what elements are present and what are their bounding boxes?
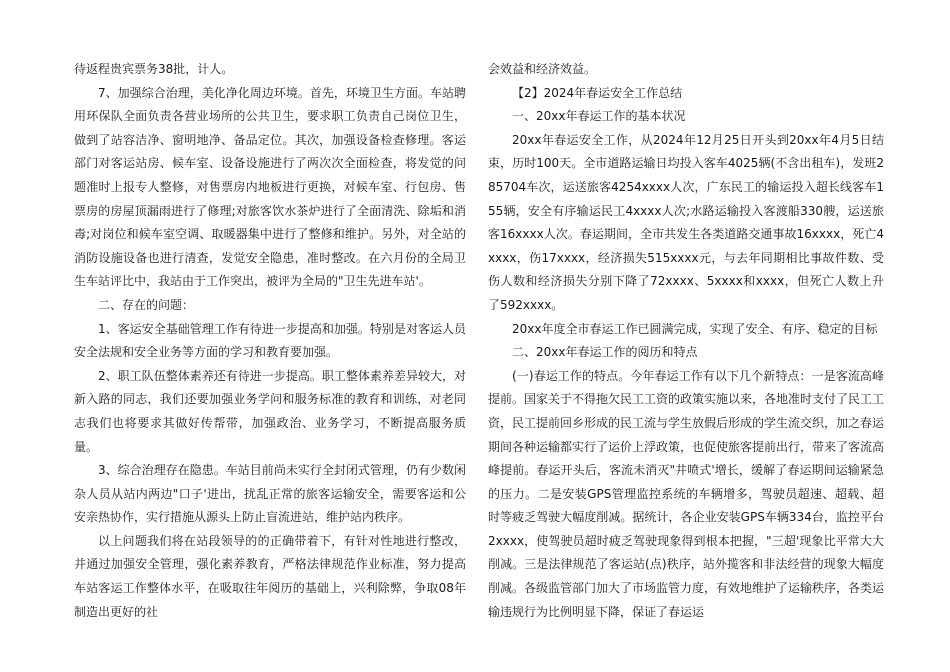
paragraph: 7、加强综合治理，美化净化周边环境。首先，环境卫生方面。车站聘用环保队全面负责各营业场所的公共卫生，要求职工负责自己岗位卫生，做到了站容洁净、窗明地净、备品定位。其次，加强设备检查修理。客运部门对客运站房、候车室、设备设施进行了两次次全面检查，将发觉的问题准时上报专人整修，对售票房内地板进行更换，对候车室、行包房、售票房的房屋顶漏雨进行了修理;对旅客饮水茶炉进行了全面清洗、除垢和消毒;对岗位和候车室空调、取暖器集中进行了整修和维护。另外，对全站的消防设施设备也进行清查，发觉安全隐患，准时整改。在六月份的全局卫生车站评比中，我站由于工作突出，被评为全局的"卫生先进车站'。	[74, 85, 466, 289]
paragraph: 20xx年度全市春运工作已圆满完成，实现了安全、有序、稳定的目标	[512, 321, 878, 336]
paragraph: 以上问题我们将在站段领导的的正确带着下，有针对性地进行整改，并通过加强安全管理，强化素养教育，严格法律规范作业标准，努力提高车站客运工作整体水平，在吸取往年阅历的基础上，兴利除弊，争取08年制造出更好的社	[74, 533, 466, 619]
left-column	[74, 58, 466, 624]
right-column	[488, 58, 884, 624]
paragraph: 20xx年春运安全工作，从2024年12月25日开头到20xx年4月5日结束，历时100天。全市道路运输日均投入客车4025辆(不含出租车)，发班285704车次，运送旅客4254xxxx人次，广东民工的输运投入超长线客车155辆，安全有序输运民工4xxxx人次;水路运输投入客渡船330艘，运送旅客16xxxx人次。春运期间，全市共发生各类道路交通事故16xxxx，死亡4xxxx，伤17xxxx，经济损失515xxxx元，与去年同期相比事故件数、受伤人数和经济损失分别下降了72xxxx、5xxxx和xxxx，但死亡人数上升了592xxxx。	[488, 132, 884, 312]
paragraph: 3、综合治理存在隐患。车站目前尚未实行全封闭式管理，仍有少数闲杂人员从站内两边"口子'进出，扰乱正常的旅客运输安全，需要客运和公安亲热协作，实行措施从源头上防止盲流进站，维护站内秩序。	[74, 463, 466, 525]
section-heading: 一、20xx年春运工作的基本状况	[512, 109, 686, 124]
article-title: 【2】2024年春运安全工作总结	[512, 85, 683, 100]
section-heading: 二、20xx年春运工作的阅历和特点	[512, 345, 698, 360]
paragraph: 会效益和经济效益。	[488, 62, 597, 76]
paragraph: 1、客运安全基础管理工作有待进一步提高和加强。特别是对客运人员安全法规和安全业务等方面的学习和教育要加强。	[74, 321, 466, 360]
paragraph: (一)春运工作的特点。今年春运工作有以下几个新特点：一是客流高峰提前。国家关于不得拖欠民工工资的政策实施以来，各地准时支付了民工工资，民工提前回乡形成的民工流与学生放假后形成的学生流交织，加之春运期间各种运输都实行了运价上浮政策，也促使旅客提前出行，带来了客流高峰提前。春运开头后，客流未消灭"井喷式'增长，缓解了春运期间运输紧急的压力。二是安装GPS管理监控系统的车辆增多，驾驶员超速、超载、超时等疲乏驾驶大幅度削减。据统计，各企业安装GPS车辆334台，监控平台2xxxx，使驾驶员超时疲乏驾驶现象得到根本把握，"三超'现象比平常大大削减。三是法律规范了客运站(点)秩序，站外揽客和非法经营的现象大幅度削减。各级监管部门加大了市场监管力度，有效地维护了运输秩序，各类运输违规行为比例明显下降，保证了春运运	[488, 368, 885, 619]
section-heading: 二、存在的问题：	[98, 297, 195, 312]
paragraph: 2、职工队伍整体素养还有待进一步提高。职工整体素养差异较大，对新入路的同志，我们还要加强业务学问和服务标准的教育和训练，对老同志我们也将要求其做好传帮带，加强政治、业务学习，不断提高服务质量。	[74, 368, 466, 454]
paragraph: 待返程贵宾票务38批，计人。	[74, 62, 234, 76]
